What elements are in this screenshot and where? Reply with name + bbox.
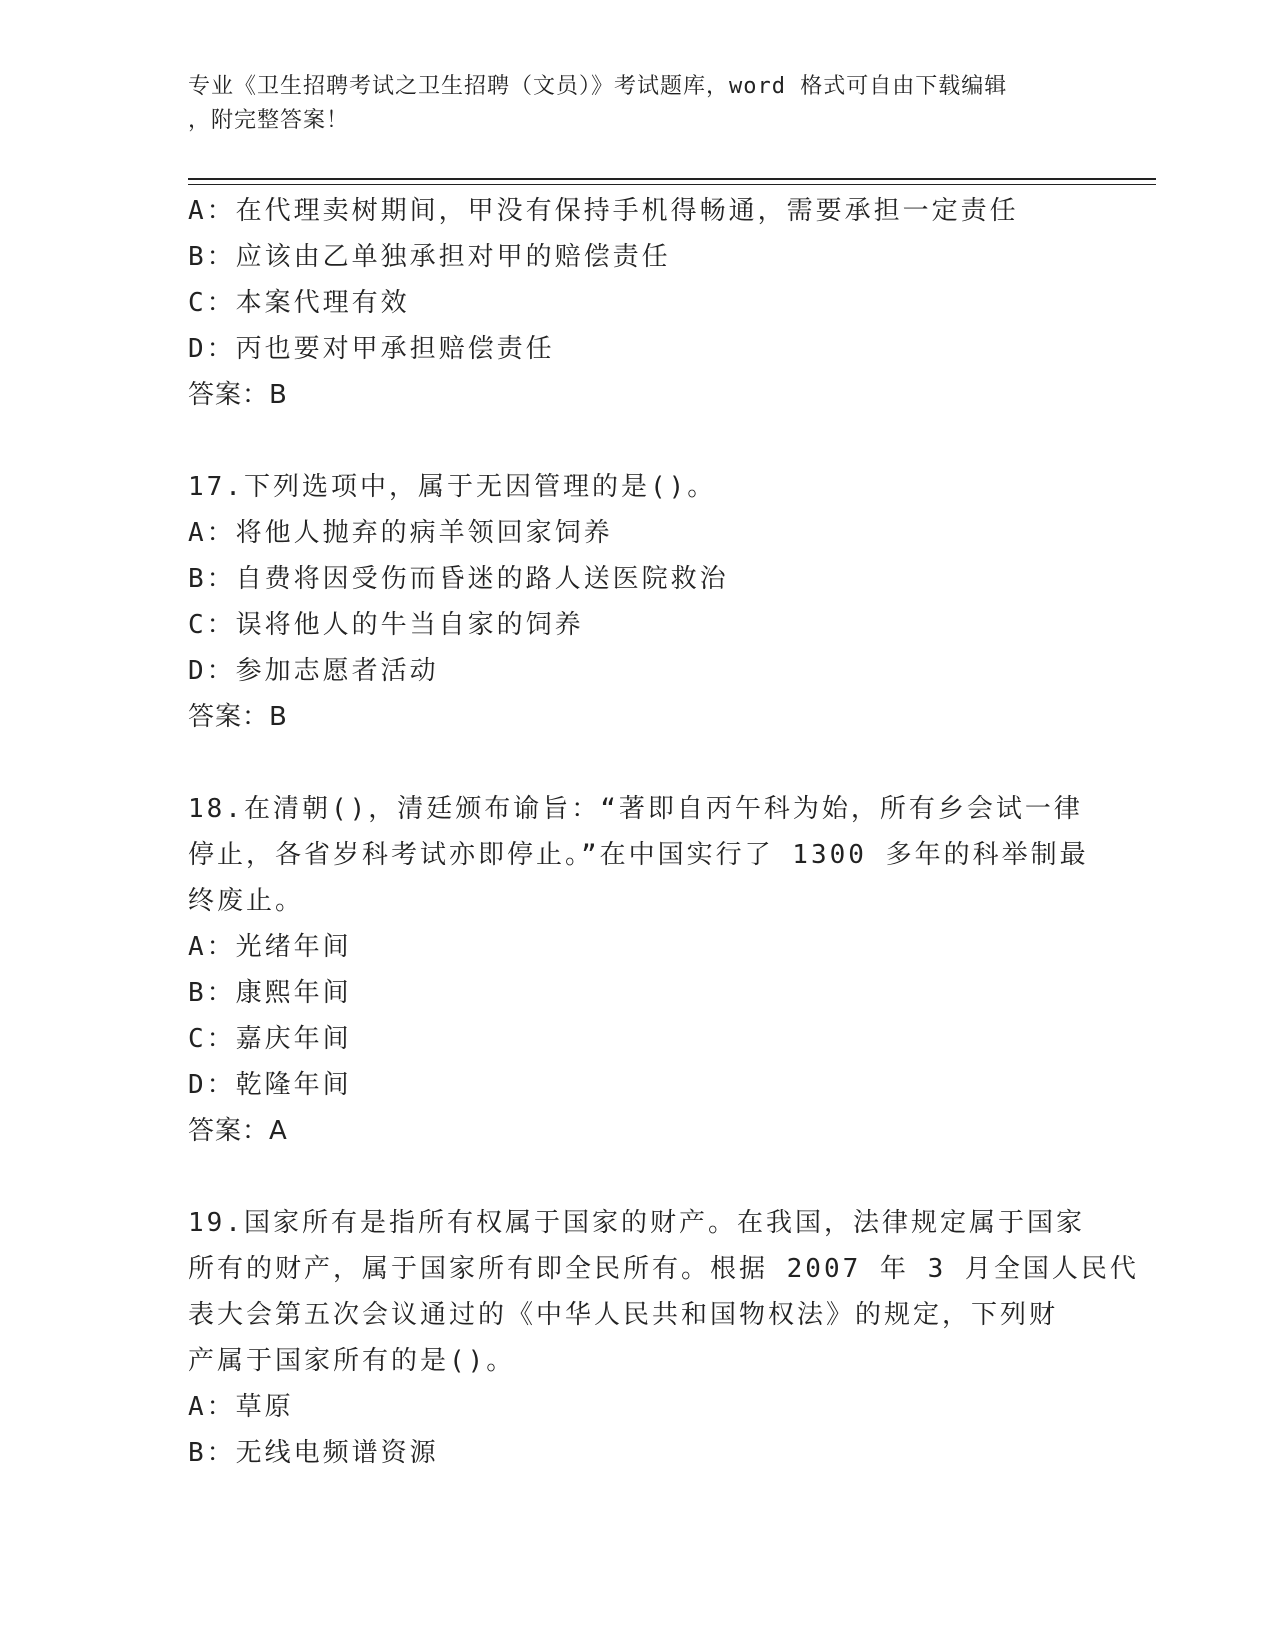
header-divider-thick (188, 178, 1156, 180)
question-17 (188, 464, 1088, 740)
option-b: B：自费将因受伤而昏迷的路人送医院救治 (188, 564, 729, 594)
option-c: C：嘉庆年间 (188, 1024, 352, 1054)
header-line-1: 专业《卫生招聘考试之卫生招聘（文员）》考试题库，word 格式可自由下载编辑 (188, 74, 1008, 99)
option-a: A：光绪年间 (188, 932, 352, 962)
question-16-continued (188, 188, 1088, 418)
question-spacer (188, 418, 1088, 464)
option-d: D：乾隆年间 (188, 1070, 352, 1100)
option-a: A：在代理卖树期间，甲没有保持手机得畅通，需要承担一定责任 (188, 196, 1019, 226)
question-spacer (188, 740, 1088, 786)
question-stem-line-1: 19.国家所有是指所有权属于国家的财产。在我国，法律规定属于国家 (188, 1208, 1085, 1238)
header-divider-thin (188, 184, 1156, 185)
answer-line: 答案：B (188, 380, 288, 410)
question-stem-line-4: 产属于国家所有的是()。 (188, 1346, 516, 1376)
question-stem: 17.下列选项中，属于无因管理的是()。 (188, 472, 717, 502)
question-stem-line-2: 所有的财产，属于国家所有即全民所有。根据 2007 年 3 月全国人民代 (188, 1254, 1139, 1284)
question-list (188, 188, 1139, 1476)
answer-line: 答案：A (188, 1116, 288, 1146)
option-a: A：草原 (188, 1392, 294, 1422)
option-b: B：无线电频谱资源 (188, 1438, 439, 1468)
question-spacer (188, 1154, 1088, 1200)
option-a: A：将他人抛弃的病羊领回家饲养 (188, 518, 613, 548)
question-18 (188, 786, 1088, 1154)
question-stem-line-3: 表大会第五次会议通过的《中华人民共和国物权法》的规定，下列财 (188, 1300, 1059, 1330)
question-stem-line-2: 停止，各省岁科考试亦即停止。”在中国实行了 1300 多年的科举制最 (188, 840, 1089, 870)
option-b: B：康熙年间 (188, 978, 352, 1008)
option-b: B：应该由乙单独承担对甲的赔偿责任 (188, 242, 671, 272)
option-c: C：误将他人的牛当自家的饲养 (188, 610, 584, 640)
document-header (188, 70, 1088, 138)
answer-line: 答案：B (188, 702, 288, 732)
question-stem-line-3: 终废止。 (188, 886, 305, 916)
option-d: D：丙也要对甲承担赔偿责任 (188, 334, 555, 364)
option-c: C：本案代理有效 (188, 288, 410, 318)
header-line-2: ，附完整答案！ (188, 108, 350, 133)
question-stem-line-1: 18.在清朝()，清廷颁布谕旨：“著即自丙午科为始，所有乡会试一律 (188, 794, 1083, 824)
question-19 (188, 1200, 1139, 1476)
option-d: D：参加志愿者活动 (188, 656, 439, 686)
